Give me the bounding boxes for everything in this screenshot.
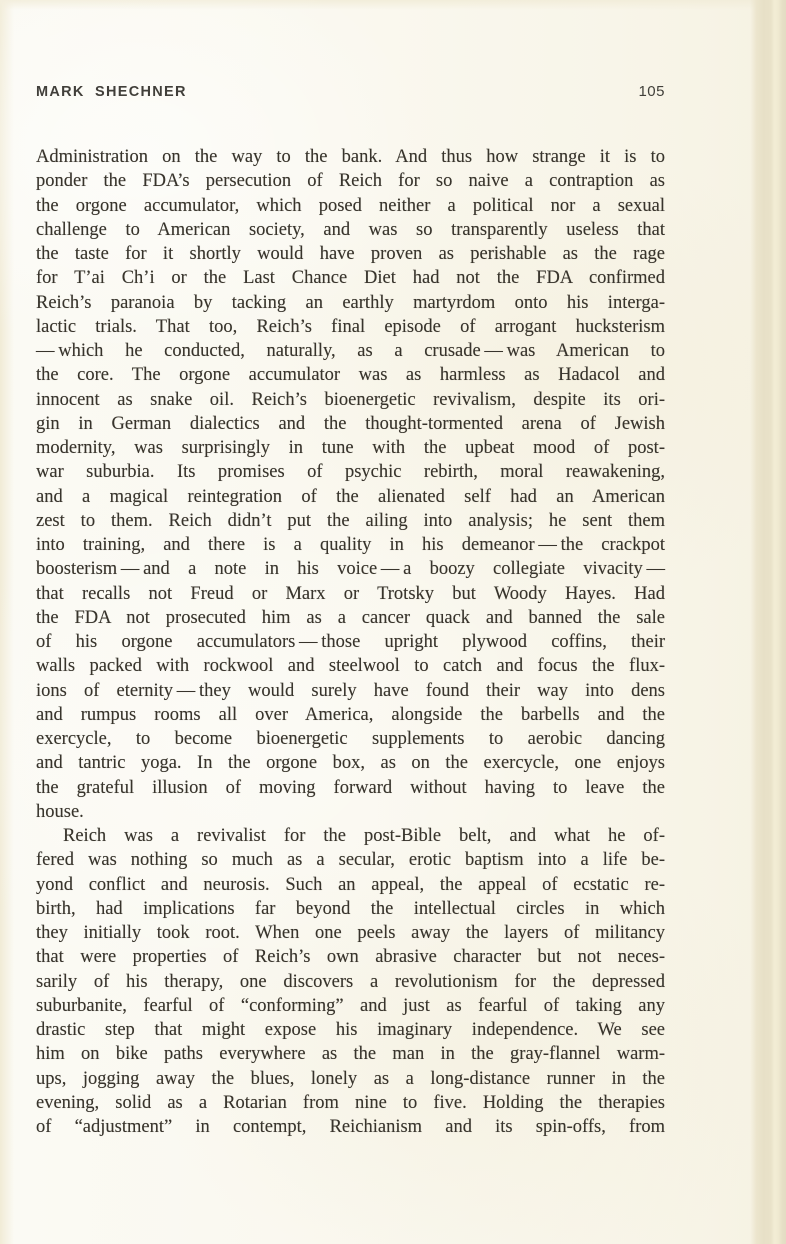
text-line: fered was nothing so much as a secular, erotic baptism into a life be-: [36, 850, 665, 871]
running-head: [36, 83, 665, 100]
text-line: of his orgone accumulators — those upright plywood coffins, their: [36, 632, 665, 652]
text-line: that were properties of Reich’s own abrasive character but not neces-: [36, 947, 665, 968]
text-line: and rumpus rooms all over America, alongside the barbells and the: [36, 704, 665, 725]
text-line: of “adjustment” in contempt, Reichianism and its spin-offs, from: [36, 1117, 665, 1137]
text-line: yond conflict and neurosis. Such an appeal, the appeal of ecstatic re-: [36, 874, 665, 895]
text-line: the core. The orgone accumulator was as harmless as Hadacol and: [36, 365, 665, 386]
text-line: lactic trials. That too, Reich’s final episode of arrogant hucksterism: [36, 316, 665, 337]
text-line: challenge to American society, and was so transparently useless that: [36, 219, 665, 240]
text-line: ions of eternity — they would surely have found their way into dens: [36, 680, 665, 701]
text-line: Reich was a revivalist for the post-Bible belt, and what he of-: [63, 826, 665, 846]
text-line: for T’ai Ch’i or the Last Chance Diet had not the FDA confirmed: [36, 268, 665, 289]
text-line: and tantric yoga. In the orgone box, as on the exercycle, one enjoys: [36, 753, 665, 774]
text-line: Reich’s paranoia by tacking an earthly martyrdom onto his interga-: [36, 292, 665, 313]
text-line: the orgone accumulator, which posed neither a political nor a sexual: [36, 195, 665, 216]
text-line: house.: [36, 801, 84, 822]
text-line: zest to them. Reich didn’t put the ailing into analysis; he sent them: [36, 510, 665, 531]
text-line: the taste for it shortly would have proven as perishable as the rage: [36, 244, 665, 264]
text-line: birth, had implications far beyond the intellectual circles in which: [36, 898, 665, 919]
text-line: ups, jogging away the blues, lonely as a long-distance runner in the: [36, 1068, 665, 1089]
text-line: exercycle, to become bioenergetic supplements to aerobic dancing: [36, 729, 665, 749]
text-line: drastic step that might expose his imaginary independence. We see: [36, 1020, 665, 1040]
text-line: modernity, was surprisingly in tune with the upbeat mood of post-: [36, 438, 665, 458]
text-line: boosterism — and a note in his voice — a boozy collegiate vivacity —: [36, 559, 665, 580]
text-line: suburbanite, fearful of “conforming” and just as fearful of taking any: [36, 995, 665, 1016]
text-line: into training, and there is a quality in his demeanor — the crackpot: [36, 535, 665, 555]
page-edge-shadow: [750, 0, 786, 1244]
text-line: Administration on the way to the bank. And thus how strange it is to: [36, 147, 665, 167]
text-line: innocent as snake oil. Reich’s bioenergetic revivalism, despite its ori-: [36, 389, 665, 410]
text-line: walls packed with rockwool and steelwool to catch and focus the flux-: [36, 656, 665, 677]
text-line: they initially took root. When one peels away the layers of militancy: [36, 923, 665, 943]
paragraph: [36, 145, 665, 824]
running-head-author: MARK SHECHNER: [36, 84, 187, 100]
text-line: that recalls not Freud or Marx or Trotsky but Woody Hayes. Had: [36, 583, 665, 604]
text-line: the FDA not prosecuted him as a cancer quack and banned the sale: [36, 607, 665, 628]
page-body: [36, 145, 665, 1139]
page-number: 105: [638, 83, 665, 100]
text-line: sarily of his therapy, one discovers a revolutionism for the depressed: [36, 971, 665, 992]
text-line: the grateful illusion of moving forward without having to leave the: [36, 777, 665, 798]
text-line: gin in German dialectics and the thought-tormented arena of Jewish: [36, 413, 665, 434]
text-line: — which he conducted, naturally, as a crusade — was American to: [36, 341, 665, 361]
text-line: evening, solid as a Rotarian from nine to five. Holding the therapies: [36, 1092, 665, 1113]
paragraph: [36, 824, 665, 1139]
text-line: war suburbia. Its promises of psychic rebirth, moral reawakening,: [36, 462, 665, 483]
text-line: and a magical reintegration of the alienated self had an American: [36, 486, 665, 507]
text-line: him on bike paths everywhere as the man in the gray-flannel warm-: [36, 1044, 665, 1065]
text-line: ponder the FDA’s persecution of Reich for so naive a contraption as: [36, 171, 665, 192]
